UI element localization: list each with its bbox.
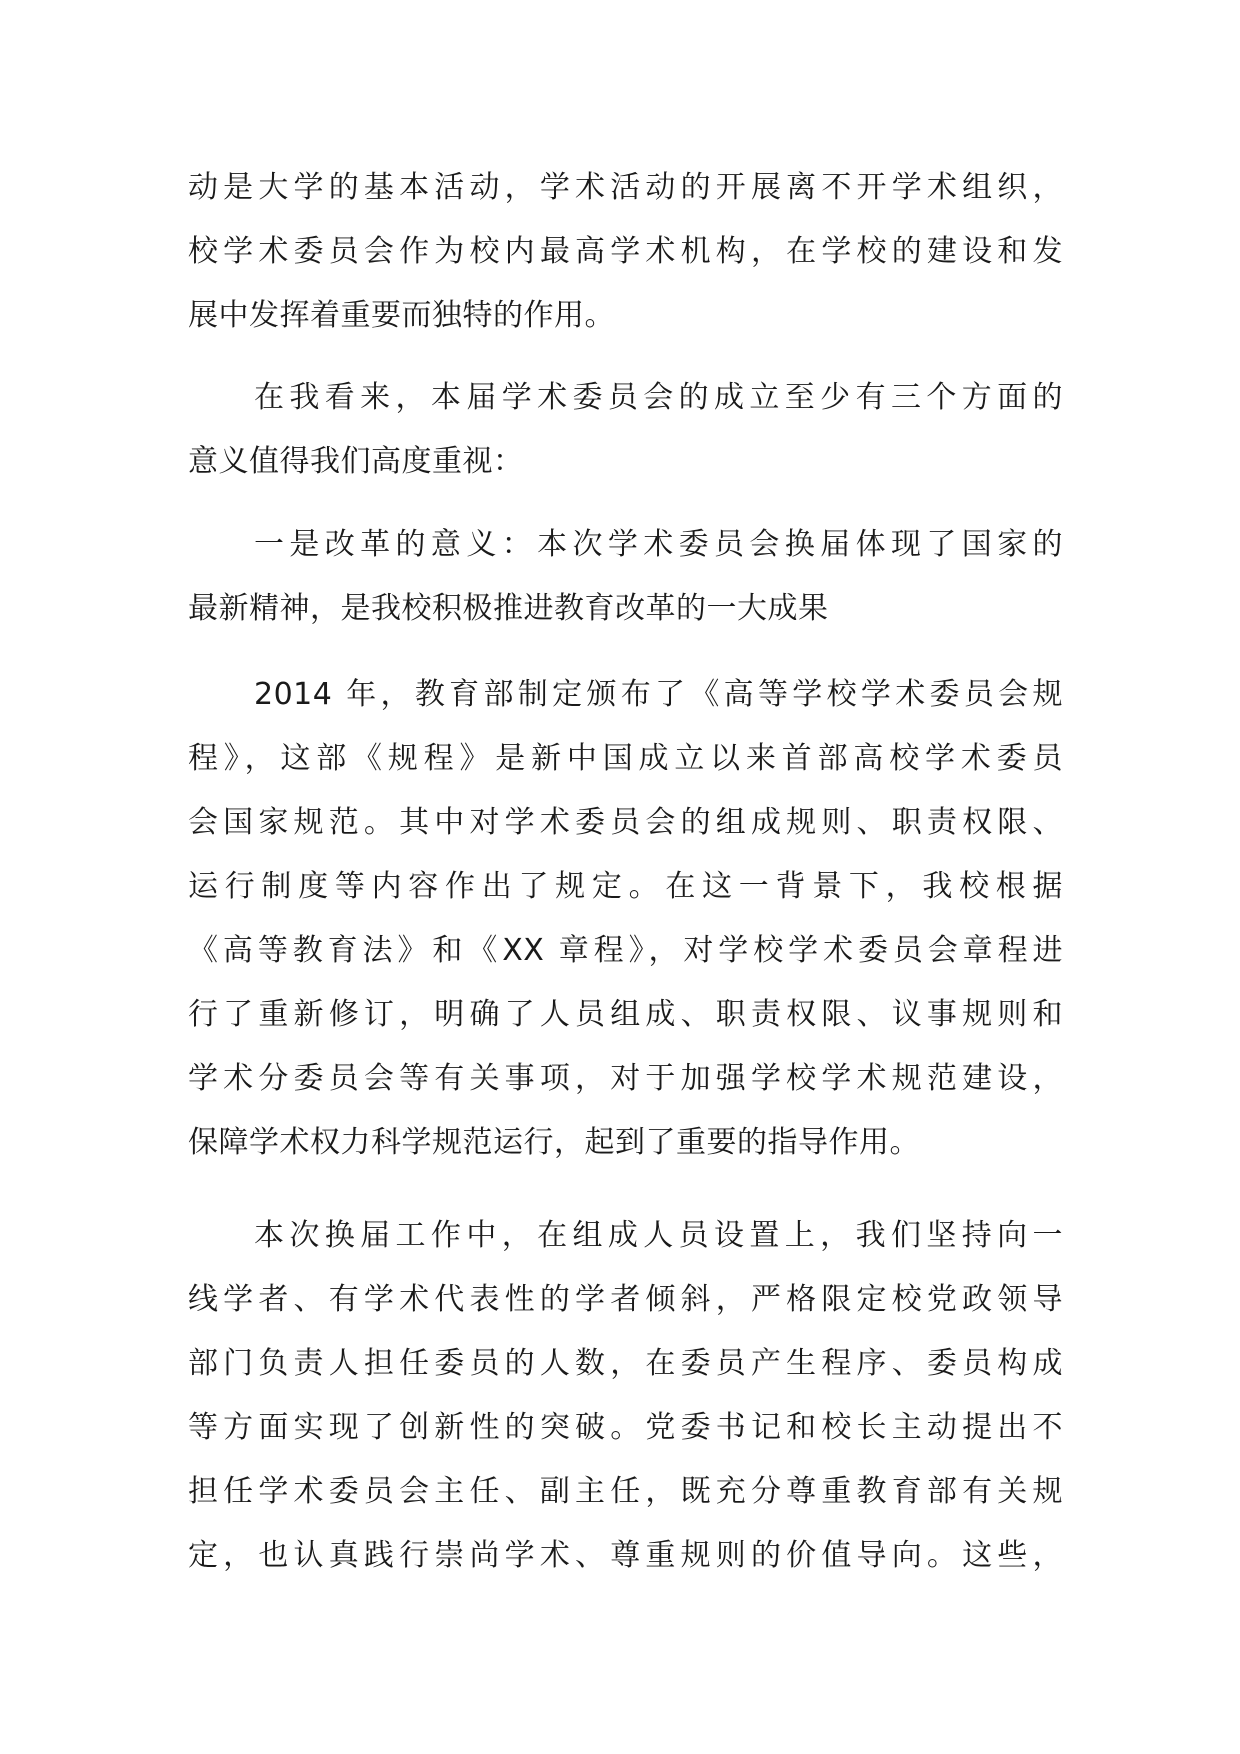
text-line: 2014 年，教育部制定颁布了《高等学校学术委员会规 — [254, 677, 1063, 712]
text-line: 会国家规范。其中对学术委员会的组成规则、职责权限、 — [188, 805, 1063, 840]
paragraph-significance — [188, 366, 1063, 494]
text-line: 动是大学的基本活动，学术活动的开展离不开学术组织， — [188, 170, 1063, 205]
text-line: 线学者、有学术代表性的学者倾斜，严格限定校党政领导 — [188, 1282, 1063, 1317]
text-line: 担任学术委员会主任、副主任，既充分尊重教育部有关规 — [188, 1474, 1063, 1509]
text-line: 最新精神，是我校积极推进教育改革的一大成果 — [188, 591, 829, 626]
text-line: 运行制度等内容作出了规定。在这一背景下，我校根据 — [188, 869, 1063, 904]
text-line: 在我看来，本届学术委员会的成立至少有三个方面的 — [254, 380, 1063, 415]
text-line: 行了重新修订，明确了人员组成、职责权限、议事规则和 — [188, 997, 1063, 1032]
text-line: 学术分委员会等有关事项，对于加强学校学术规范建设， — [188, 1061, 1063, 1096]
text-line: 程》，这部《规程》是新中国成立以来首部高校学术委员 — [188, 741, 1063, 776]
text-line: 等方面实现了创新性的突破。党委书记和校长主动提出不 — [188, 1410, 1063, 1445]
paragraph-election-work — [188, 1204, 1063, 1588]
paragraph-reform-heading — [188, 513, 1063, 641]
text-line: 一是改革的意义：本次学术委员会换届体现了国家的 — [254, 527, 1063, 562]
text-line: 校学术委员会作为校内最高学术机构，在学校的建设和发 — [188, 234, 1063, 269]
text-line: 展中发挥着重要而独特的作用。 — [188, 298, 615, 333]
paragraph-2014-regulation — [188, 663, 1063, 1175]
text-line: 《高等教育法》和《XX 章程》，对学校学术委员会章程进 — [188, 933, 1063, 968]
text-line: 保障学术权力科学规范运行，起到了重要的指导作用。 — [188, 1125, 920, 1160]
text-line: 定，也认真践行崇尚学术、尊重规则的价值导向。这些， — [188, 1538, 1063, 1573]
text-line: 部门负责人担任委员的人数，在委员产生程序、委员构成 — [188, 1346, 1063, 1381]
text-line: 本次换届工作中，在组成人员设置上，我们坚持向一 — [254, 1218, 1063, 1253]
text-line: 意义值得我们高度重视： — [188, 444, 524, 479]
paragraph-intro-continuation — [188, 156, 1063, 348]
